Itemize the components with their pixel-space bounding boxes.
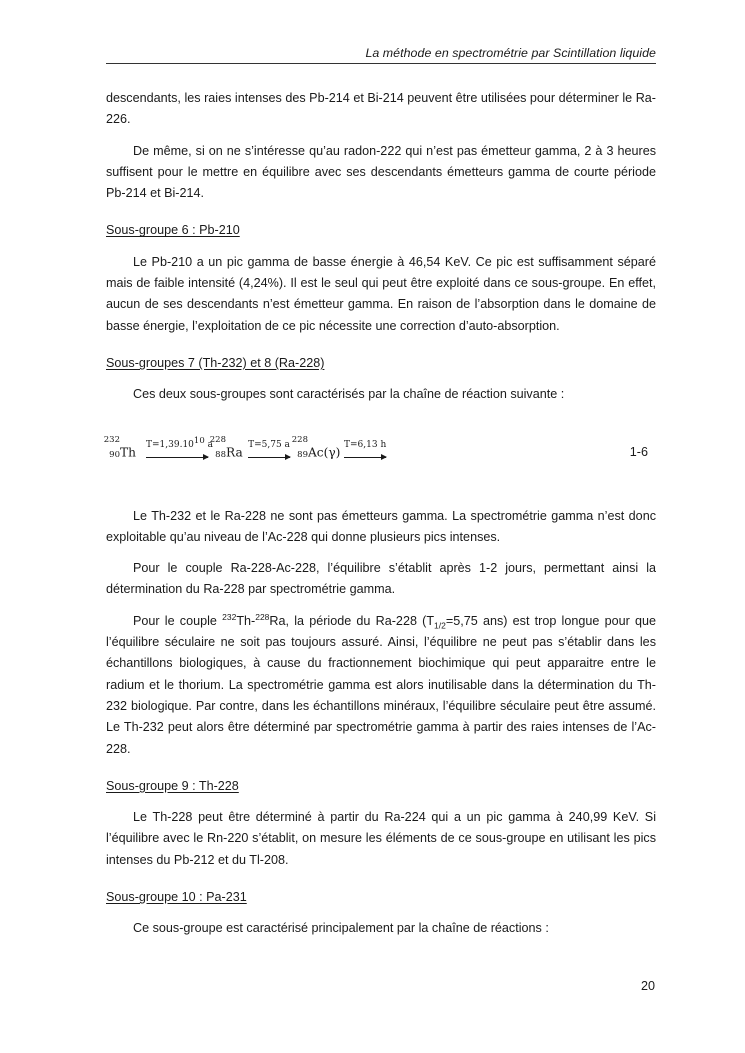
nuclide-symbol: Ac(γ) (308, 445, 341, 460)
running-header: La méthode en spectrométrie par Scintillation liquide (365, 46, 656, 60)
heading-sous-groupes-7-8: Sous-groupes 7 (Th-232) et 8 (Ra-228) (106, 355, 325, 370)
paragraph-2: De même, si on ne s’intéresse qu’au radon-222 qui n’est pas émetteur gamma, 2 à 3 heures suffisent pour le mettre en équilibre avec ses descendants émetteurs gamma de courte période Pb-214 et Bi-214. (106, 143, 656, 201)
paragraph-5: Le Th-232 et le Ra-228 ne sont pas émetteurs gamma. La spectrométrie gamma n’est donc exploitable qu’au niveau de l’Ac-228 qui donne plusieurs pics intenses. (106, 508, 656, 544)
nuclide-th232 (103, 434, 136, 464)
nuclide-ac228 (291, 434, 341, 464)
decay-arrow-label: T=6,13 h (344, 439, 387, 450)
heading-sous-groupe-10: Sous-groupe 10 : Pa-231 (106, 890, 247, 905)
nuclide-z: 90 (109, 449, 120, 460)
paragraph-6: Pour le couple Ra-228-Ac-228, l’équilibre s’établit après 1-2 jours, permettant ainsi la détermination du Ra-228 par spectrométrie gamma. (106, 561, 656, 597)
nuclide-mass: 228 (209, 434, 226, 445)
page-body (103, 88, 657, 950)
paragraph-3: Le Pb-210 a un pic gamma de basse énergie à 46,54 KeV. Ce pic est suffisamment séparé mais de faible intensité (4,24%). Il est le seul qui peut être exploité dans ce sous-groupe. En effet, aucun de ses descendants n’est émetteur gamma. En raison de l’absorption dans le domaine de basse énergie, l’exploitation de ce pic nécessite une correction d’auto-absorption. (106, 254, 656, 333)
reaction-equation (103, 434, 656, 476)
paragraph-4: Ces deux sous-groupes sont caractérisés par la chaîne de réaction suivante : (133, 387, 565, 402)
nuclide-mass: 232 (103, 434, 120, 445)
decay-arrow-2 (248, 440, 290, 453)
paragraph-9: Ce sous-groupe est caractérisé principalement par la chaîne de réactions : (133, 921, 549, 936)
decay-arrow-3 (344, 440, 386, 453)
decay-arrow-1 (146, 435, 213, 453)
paragraph-1: descendants, les raies intenses des Pb-214 et Bi-214 peuvent être utilisées pour déterminer le Ra-226. (106, 91, 656, 127)
heading-sous-groupe-9: Sous-groupe 9 : Th-228 (106, 778, 239, 793)
header-rule (106, 63, 656, 64)
paragraph-7: Pour le couple $^{232}$Th-$^{228}$Ra, la période du Ra-228 ($T_{1/2}=5,75$ ans) est trop longue pour que l’équilibre séculaire ne soit pas toujours assuré. Ainsi, l’équilibre ne peut pas s’établir dans les échantillons biologiques, à cause du fractionnement biochimique qui peut apparaitre entre le radium et le thorium. La spectrométrie gamma est alors inutilisable dans la détermination du Th-232 biologique. Par contre, dans les échantillons minéraux, l’équilibre séculaire peut être assumé. Le Th-232 peut alors être déterminé par spectrométrie gamma à partir des raies intenses de l’Ac-228. (106, 611, 657, 756)
decay-arrow-label: T=5,75 a (248, 439, 290, 450)
decay-arrow-label: $T=1,39.10^{10}$ a (146, 435, 213, 450)
nuclide-symbol: Th (120, 445, 136, 460)
heading-sous-groupe-6: Sous-groupe 6 : Pb-210 (106, 223, 240, 238)
page-number: 20 (640, 979, 655, 993)
equation-number: 1-6 (629, 444, 648, 459)
nuclide-z: 89 (297, 449, 308, 460)
nuclide-ra228 (209, 434, 243, 464)
nuclide-mass: 228 (291, 434, 308, 445)
paragraph-8: Le Th-228 peut être déterminé à partir du Ra-224 qui a un pic gamma à 240,99 KeV. Si l’équilibre avec le Rn-220 s’établit, on mesure les éléments de ce sous-groupe en utilisant les pics intenses du Pb-212 et du Tl-208. (106, 810, 656, 867)
nuclide-z: 88 (215, 449, 226, 460)
nuclide-symbol: Ra (226, 445, 243, 460)
